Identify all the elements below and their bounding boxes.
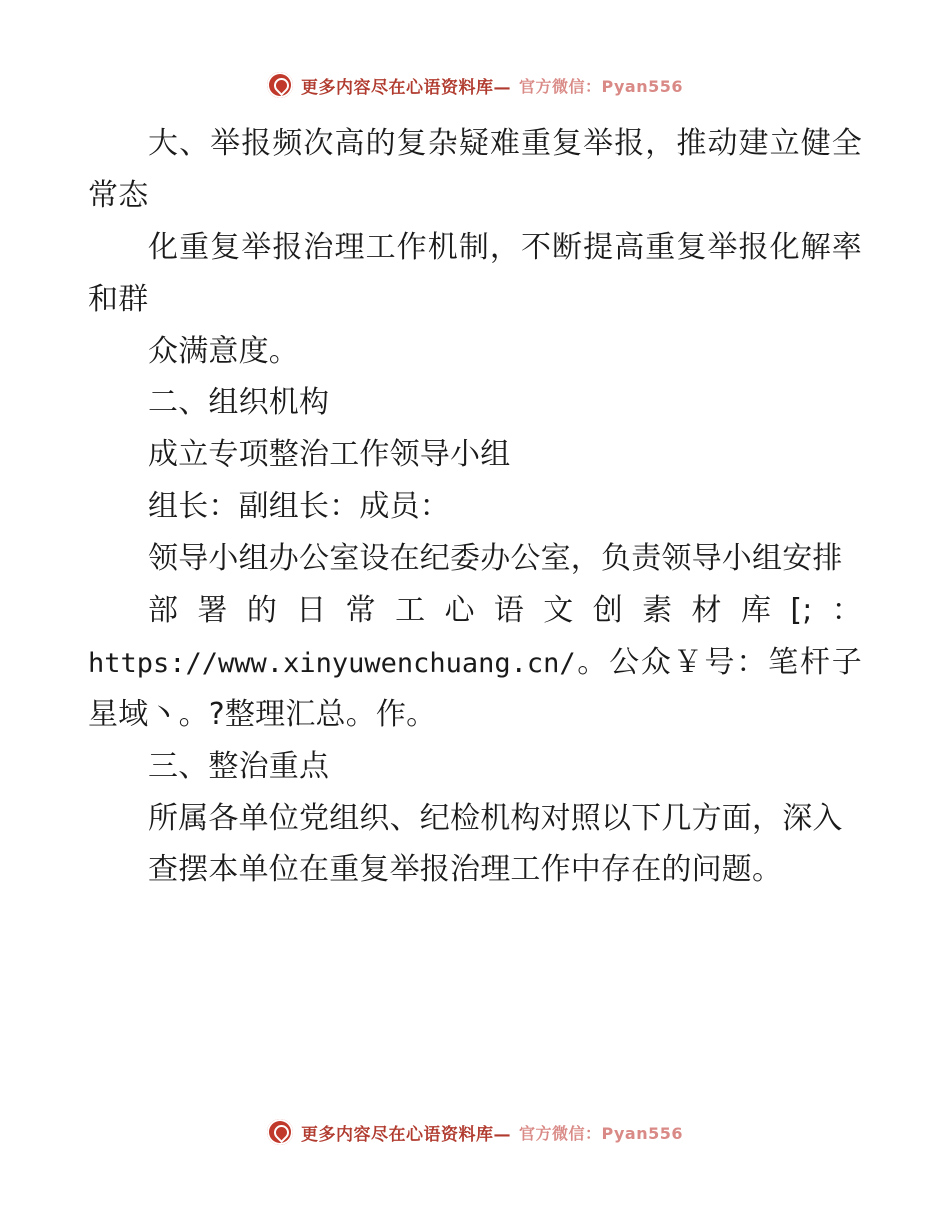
watermark-primary-text: 更多内容尽在心语资料库— bbox=[300, 1124, 511, 1145]
paragraph: 组长：副组长：成员： bbox=[148, 489, 450, 525]
watermark-bottom bbox=[0, 1119, 950, 1145]
paragraph: 领导小组办公室设在纪委办公室，负责领导小组安排 bbox=[148, 541, 843, 577]
paragraph: 所属各单位党组织、纪检机构对照以下几方面，深入 bbox=[148, 800, 843, 836]
paragraph: 成立专项整治工作领导小组 bbox=[148, 437, 511, 473]
paragraph: 化重复举报治理工作机制，不断提高重复举报化解率和群 bbox=[88, 229, 862, 317]
paragraph: 大、举报频次高的复杂疑难重复举报，推动建立健全常态 bbox=[88, 126, 862, 213]
watermark-top bbox=[0, 72, 950, 98]
url-text: https://www.xinyuwenchuang.cn/ bbox=[88, 647, 576, 679]
paragraph: 众满意度。 bbox=[148, 333, 299, 369]
paragraph-heading-organization: 二、组织机构 bbox=[148, 385, 330, 421]
location-pin-icon bbox=[267, 1119, 293, 1145]
watermark-primary-text: 更多内容尽在心语资料库— bbox=[300, 77, 511, 98]
document-content bbox=[88, 118, 862, 896]
paragraph-text-tail: 。公众￥号：笔杆子星域丶。?整理汇总。作。 bbox=[88, 644, 862, 732]
paragraph-text-lead: 部署的日常工心语文创素材库[;： bbox=[148, 593, 862, 629]
paragraph-with-url bbox=[88, 585, 862, 741]
location-pin-icon bbox=[267, 72, 293, 98]
watermark-secondary-text: 官方微信：Pyan556 bbox=[518, 76, 684, 96]
paragraph: 查摆本单位在重复举报治理工作中存在的问题。 bbox=[148, 852, 783, 888]
paragraph-heading-focus: 三、整治重点 bbox=[148, 748, 330, 784]
watermark-secondary-text: 官方微信：Pyan556 bbox=[518, 1123, 684, 1143]
